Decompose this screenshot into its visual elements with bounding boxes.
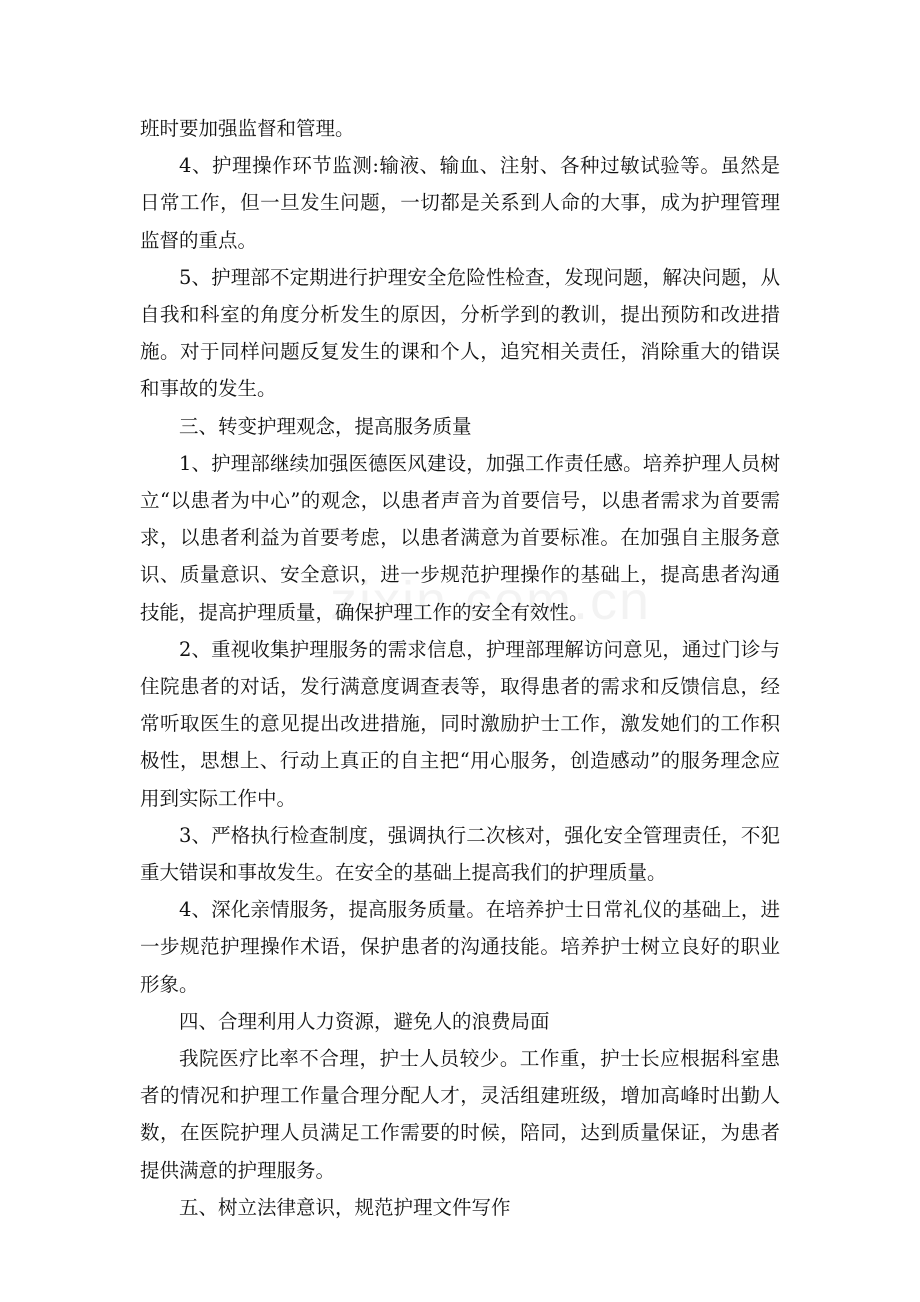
section-heading-3: 三、转变护理观念，提高服务质量 — [179, 414, 472, 438]
paragraph-item-4-operation-monitoring: 4、护理操作环节监测:输液、输血、注射、各种过敏试验等。虽然是日常工作，但一旦发生问题，一切都是关系到人命的大事，成为护理管理监督的重点。 — [140, 154, 780, 252]
document-body — [140, 110, 780, 1226]
paragraph-continuation: 班时要加强监督和管理。 — [140, 117, 355, 140]
paragraph-item-5-safety-inspection: 5、护理部不定期进行护理安全危险性检查，发现问题，解决问题，从自我和科室的角度分析发生的原因，分析学到的教训，提出预防和改进措施。对于同样问题反复发生的课和个人，追究相关责任，消除重大的错误和事故的发生。 — [140, 265, 780, 401]
paragraph-item-3-inspection-system: 3、严格执行检查制度，强调执行二次核对，强化安全管理责任，不犯重大错误和事故发生。在安全的基础上提高我们的护理质量。 — [140, 823, 780, 885]
paragraph-item-4-service: 4、深化亲情服务，提高服务质量。在培养护士日常礼仪的基础上，进一步规范护理操作术语，保护患者的沟通技能。培养护士树立良好的职业形象。 — [140, 898, 780, 996]
section-heading-5: 五、树立法律意识，规范护理文件写作 — [179, 1195, 511, 1219]
paragraph-item-2-feedback: 2、重视收集护理服务的需求信息，护理部理解访问意见，通过门诊与住院患者的对话，发行满意度调查表等，取得患者的需求和反馈信息，经常听取医生的意见提出改进措施，同时激励护士工作，激发她们的工作积极性，思想上、行动上真正的自主把“用心服务，创造感动”的服务理念应用到实际工作中。 — [140, 637, 780, 810]
paragraph-item-1-ethics: 1、护理部继续加强医德医风建设，加强工作责任感。培养护理人员树立“以患者为中心”的观念，以患者声音为首要信号，以患者需求为首要需求，以患者利益为首要考虑，以患者满意为首要标准。在加强自主服务意识、质量意识、安全意识，进一步规范护理操作的基础上，提高患者沟通技能，提高护理质量，确保护理工作的安全有效性。 — [140, 451, 780, 624]
section-heading-4: 四、合理利用人力资源，避免人的浪费局面 — [179, 1009, 550, 1033]
paragraph-staffing: 我院医疗比率不合理，护士人员较少。工作重，护士长应根据科室患者的情况和护理工作量合理分配人才，灵活组建班级，增加高峰时出勤人数，在医院护理人员满足工作需要的时候，陪同，达到质量保证，为患者提供满意的护理服务。 — [140, 1047, 780, 1182]
